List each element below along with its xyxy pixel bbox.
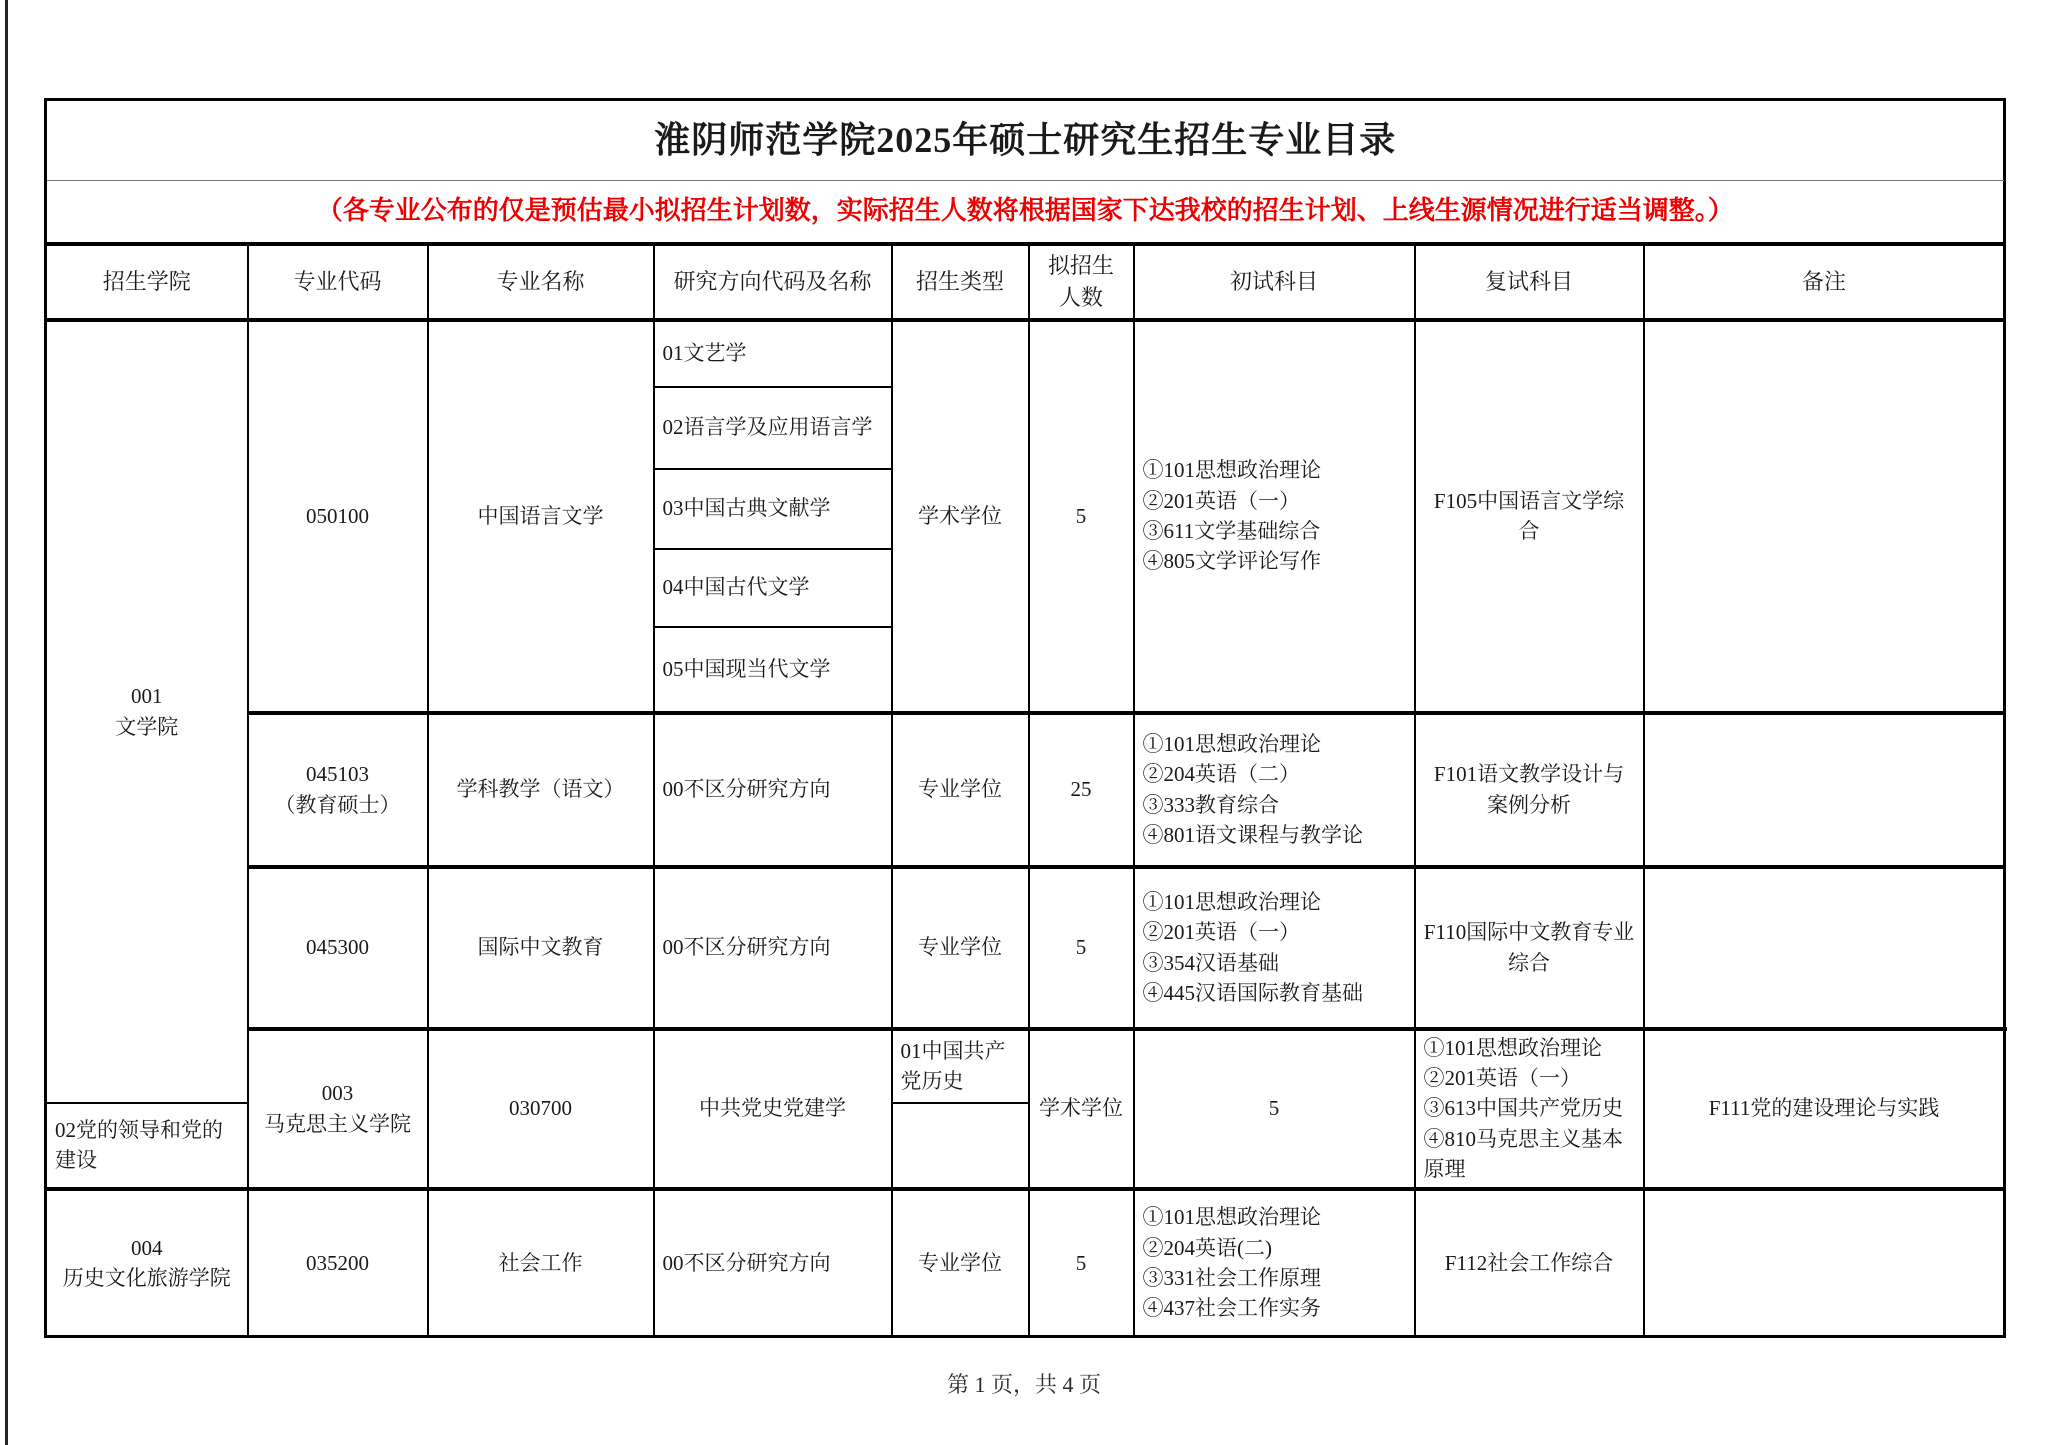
initial-subjects <box>1134 320 1415 713</box>
remark-cell <box>1644 320 2005 713</box>
retest-subject: F101语文教学设计与案例分析 <box>1415 713 1644 867</box>
col-header-enroll-type: 招生类型 <box>892 244 1029 320</box>
enroll-type: 学术学位 <box>892 320 1029 713</box>
retest-subject: F110国际中文教育专业综合 <box>1415 867 1644 1029</box>
subject-line: ④810马克思主义基本原理 <box>1423 1126 1623 1182</box>
enroll-type: 专业学位 <box>892 713 1029 867</box>
retest-subject: F111党的建设理论与实践 <box>1644 1029 2005 1189</box>
direction: 04中国古代文学 <box>654 549 892 627</box>
major-name: 学科教学（语文） <box>428 713 654 867</box>
college-cell <box>46 1189 248 1337</box>
subject-line: ①101思想政治理论 <box>1142 458 1321 483</box>
subject-line: ③354汉语基础 <box>1142 950 1279 975</box>
major-name: 中共党史党建学 <box>654 1029 892 1189</box>
subject-line: ①101思想政治理论 <box>1142 731 1321 756</box>
major-code: 050100 <box>248 320 428 713</box>
college-name: 文学院 <box>115 714 179 739</box>
subject-line: ④437社会工作实务 <box>1142 1296 1321 1321</box>
notice-text: （各专业公布的仅是预估最小拟招生计划数，实际招生人数将根据国家下达我校的招生计划、上线生源情况进行适当调整。） <box>46 181 2005 244</box>
direction: 00不区分研究方向 <box>654 713 892 867</box>
major-name: 中国语言文学 <box>428 320 654 713</box>
remark-cell <box>1644 713 2005 867</box>
college-name: 历史文化旅游学院 <box>62 1265 231 1290</box>
direction: 00不区分研究方向 <box>654 867 892 1029</box>
subject-line: ④801语文课程与教学论 <box>1142 822 1363 847</box>
major-name: 国际中文教育 <box>428 867 654 1029</box>
quota: 5 <box>1029 867 1134 1029</box>
subject-line: ④445汉语国际教育基础 <box>1142 980 1363 1005</box>
direction: 01中国共产党历史 <box>892 1029 1029 1104</box>
page-title: 淮阴师范学院2025年硕士研究生招生专业目录 <box>46 100 2005 181</box>
page-edge-line <box>5 0 8 1445</box>
subject-line: ④805文学评论写作 <box>1142 549 1321 574</box>
subject-line: ①101思想政治理论 <box>1142 889 1321 914</box>
direction: 02语言学及应用语言学 <box>654 387 892 469</box>
quota: 5 <box>1029 1189 1134 1337</box>
initial-subjects <box>1134 867 1415 1029</box>
subject-line: ③613中国共产党历史 <box>1423 1096 1623 1121</box>
college-cell <box>46 320 248 1104</box>
initial-subjects <box>1134 1189 1415 1337</box>
major-code: 045300 <box>248 867 428 1029</box>
direction: 02党的领导和党的建设 <box>46 1103 248 1189</box>
direction: 00不区分研究方向 <box>654 1189 892 1337</box>
enroll-type: 专业学位 <box>892 1189 1029 1337</box>
major-code: 030700 <box>428 1029 654 1189</box>
college-code: 003 <box>321 1081 354 1106</box>
initial-subjects <box>1415 1029 1644 1189</box>
remark-cell <box>1644 867 2005 1029</box>
subject-line: ①101思想政治理论 <box>1423 1035 1602 1060</box>
quota: 5 <box>1134 1029 1415 1189</box>
col-header-major-name: 专业名称 <box>428 244 654 320</box>
subject-line: ②201英语（一） <box>1142 920 1300 945</box>
retest-subject: F105中国语言文学综合 <box>1415 320 1644 713</box>
col-header-remark: 备注 <box>1644 244 2005 320</box>
direction: 05中国现当代文学 <box>654 627 892 713</box>
retest-subject: F112社会工作综合 <box>1415 1189 1644 1337</box>
college-code: 001 <box>131 684 163 709</box>
major-name: 社会工作 <box>428 1189 654 1337</box>
major-code-line: 045103 <box>306 762 369 787</box>
subject-line: ③611文学基础综合 <box>1142 519 1321 543</box>
subject-line: ②201英语（一） <box>1423 1065 1581 1090</box>
col-header-retest-subjects: 复试科目 <box>1415 244 1644 320</box>
direction: 03中国古典文献学 <box>654 469 892 549</box>
initial-subjects <box>1134 713 1415 867</box>
col-header-initial-subjects: 初试科目 <box>1134 244 1415 320</box>
enroll-type: 学术学位 <box>1029 1029 1134 1189</box>
col-header-quota: 拟招生人数 <box>1029 244 1134 320</box>
direction: 01文艺学 <box>654 320 892 387</box>
subject-line: ②201英语（一） <box>1142 488 1300 513</box>
remark-cell <box>1644 1189 2005 1337</box>
quota: 25 <box>1029 713 1134 867</box>
subject-line: ①101思想政治理论 <box>1142 1205 1321 1230</box>
subject-line: ③333教育综合 <box>1142 792 1279 817</box>
major-code: 035200 <box>248 1189 428 1337</box>
subject-line: ③331社会工作原理 <box>1142 1265 1321 1290</box>
college-name: 马克思主义学院 <box>264 1111 411 1136</box>
college-code: 004 <box>131 1235 163 1260</box>
col-header-major-code: 专业代码 <box>248 244 428 320</box>
subject-line: ②204英语（二） <box>1142 762 1300 787</box>
enroll-type: 专业学位 <box>892 867 1029 1029</box>
admission-catalog-table <box>44 98 2006 1338</box>
major-code-line: （教育硕士） <box>274 792 401 817</box>
col-header-college: 招生学院 <box>46 244 248 320</box>
college-cell <box>248 1029 428 1189</box>
major-code <box>248 713 428 867</box>
quota: 5 <box>1029 320 1134 713</box>
col-header-direction: 研究方向代码及名称 <box>654 244 892 320</box>
subject-line: ②204英语(二) <box>1142 1235 1272 1260</box>
page-indicator: 第 1 页，共 4 页 <box>946 1372 1101 1397</box>
